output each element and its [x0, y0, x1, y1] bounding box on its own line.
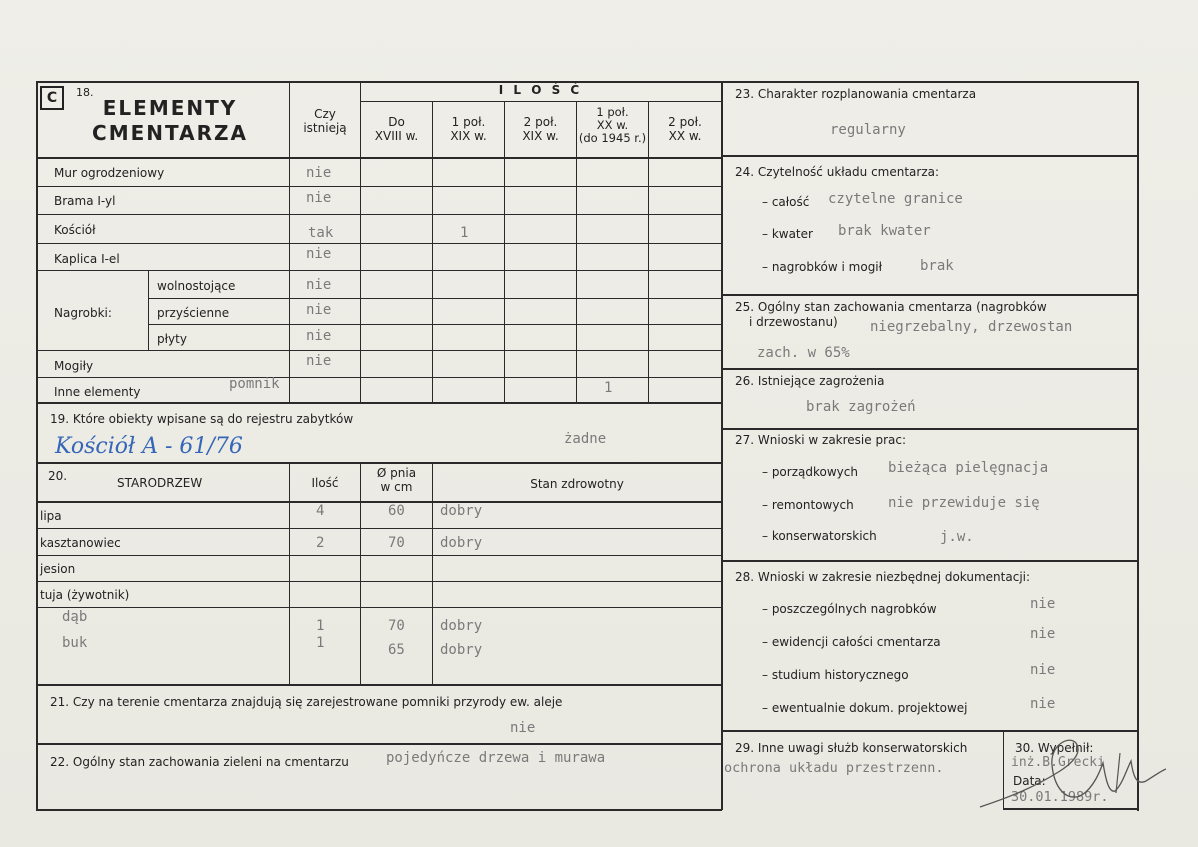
tree-name-lipa: lipa	[40, 509, 62, 523]
section-20-title: STARODRZEW	[117, 476, 203, 490]
readability-item-3-value: brak	[920, 258, 954, 274]
readability-item-2-label: – kwater	[762, 227, 813, 241]
section-25-label-2: i drzewostanu)	[749, 315, 838, 329]
section-29-label: 29. Inne uwagi służb konserwatorskich	[735, 741, 968, 755]
tree-qty-buk: 1	[316, 635, 325, 651]
section-26-value: brak zagrożeń	[806, 399, 916, 415]
readability-item-3-label: – nagrobków i mogił	[762, 260, 883, 274]
docs-item-2-label: – ewidencji całości cmentarza	[762, 635, 941, 649]
exists-header: Czy istnieją	[303, 107, 347, 135]
tree-name-tuja: tuja (żywotnik)	[40, 588, 130, 602]
row-label-przyscienne: przyścienne	[157, 306, 230, 320]
tree-dia-buk: 65	[388, 642, 405, 658]
readability-item-1-value: czytelne granice	[828, 191, 963, 207]
docs-item-1-value: nie	[1030, 596, 1056, 612]
tree-dia-lipa: 60	[388, 503, 405, 519]
readability-item-1-label: – całość	[762, 195, 810, 209]
section-25-label-1: 25. Ogólny stan zachowania cmentarza (nagrobków	[735, 300, 1047, 314]
tree-state-dab: dobry	[440, 618, 483, 634]
section-letter-box: C	[40, 86, 64, 110]
section-23-label: 23. Charakter rozplanowania cmentarza	[735, 87, 977, 101]
tree-name-dab: dąb	[62, 609, 88, 625]
section-19-value: żadne	[564, 431, 607, 447]
row-exists-mur: nie	[306, 165, 332, 181]
tree-qty-lipa: 4	[316, 503, 325, 519]
works-item-3-value: j.w.	[940, 529, 974, 545]
row-exists-kaplica: nie	[306, 246, 332, 262]
section-21-value: nie	[510, 720, 536, 736]
section-30-name: inż.B.Grecki	[1011, 755, 1105, 770]
row-exists-kosciol: tak	[308, 225, 334, 241]
section-28-label: 28. Wnioski w zakresie niezbędnej dokumentacji:	[735, 570, 1031, 584]
period-header-3: 2 poł. XIX w.	[522, 115, 559, 143]
frame-left	[36, 81, 38, 811]
section-26-label: 26. Istniejące zagrożenia	[735, 374, 885, 388]
works-item-3-label: – konserwatorskich	[762, 529, 877, 543]
docs-item-4-value: nie	[1030, 696, 1056, 712]
column-divider	[721, 81, 723, 810]
tree-state-kasztanowiec: dobry	[440, 535, 483, 551]
row-label-brama: Brama I-yl	[54, 194, 116, 208]
section-25-value-2: zach. w 65%	[757, 345, 850, 361]
nagrobki-label: Nagrobki:	[54, 306, 112, 320]
row-extra-inne: pomnik	[229, 376, 280, 392]
frame-bottom-left	[36, 809, 722, 811]
row-exists-mogily: nie	[306, 353, 332, 369]
row-exists-wolnostojace: nie	[306, 277, 332, 293]
row-label-mogily: Mogiły	[54, 359, 94, 373]
signature-scribble	[970, 725, 1170, 820]
row-label-inne: Inne elementy	[54, 385, 141, 399]
section-22-value: pojedyńcze drzewa i murawa	[386, 750, 606, 766]
period-header-1: Do XVIII w.	[374, 115, 419, 143]
section-24-label: 24. Czytelność układu cmentarza:	[735, 165, 940, 179]
section-30-label: 30. Wypełnił:	[1015, 741, 1094, 755]
row-label-wolnostojace: wolnostojące	[157, 279, 236, 293]
section-18-title-1: ELEMENTY	[102, 96, 238, 120]
tree-state-buk: dobry	[440, 642, 483, 658]
section-20-number: 20.	[48, 469, 68, 483]
tree-qty-dab: 1	[316, 618, 325, 634]
diameter-header: Ø pnia w cm	[376, 466, 417, 494]
row-label-kosciol: Kościół	[54, 223, 96, 237]
health-header: Stan zdrowotny	[530, 477, 624, 491]
tree-dia-kasztanowiec: 70	[388, 535, 405, 551]
section-23-value: regularny	[830, 122, 906, 138]
docs-item-2-value: nie	[1030, 626, 1056, 642]
row-exists-brama: nie	[306, 190, 332, 206]
section-29-value: ochrona układu przestrzenn.	[724, 760, 944, 776]
frame-top	[36, 81, 1139, 83]
tree-state-lipa: dobry	[440, 503, 483, 519]
works-item-2-label: – remontowych	[762, 498, 854, 512]
tree-dia-dab: 70	[388, 618, 405, 634]
section-27-label: 27. Wnioski w zakresie prac:	[735, 433, 907, 447]
qty-header: Ilość	[311, 476, 339, 490]
period-header-4: 1 poł. XX w. (do 1945 r.)	[578, 105, 647, 146]
frame-right	[1137, 81, 1139, 811]
period-header-2: 1 poł. XIX w.	[450, 115, 487, 143]
section-25-value-1: niegrzebalny, drzewostan	[870, 319, 1073, 335]
docs-item-4-label: – ewentualnie dokum. projektowej	[762, 701, 968, 715]
tree-qty-kasztanowiec: 2	[316, 535, 325, 551]
section-30-date-label: Data:	[1013, 774, 1046, 788]
section-30-date: 30.01.1989r.	[1011, 789, 1109, 805]
docs-item-3-label: – studium historycznego	[762, 668, 909, 682]
docs-item-3-value: nie	[1030, 662, 1056, 678]
ilosc-header: I L O Ś Ć	[498, 83, 583, 97]
tree-name-jesion: jesion	[40, 562, 76, 576]
row-label-mur: Mur ogrodzeniowy	[54, 166, 165, 180]
period-header-5: 2 poł. XX w.	[668, 115, 702, 143]
works-item-2-value: nie przewiduje się	[888, 495, 1040, 511]
section-22-label: 22. Ogólny stan zachowania zieleni na cmentarzu	[50, 755, 349, 769]
row-exists-plyty: nie	[306, 328, 332, 344]
section-18-title-2: CMENTARZA	[92, 121, 248, 145]
section-21-label: 21. Czy na terenie cmentarza znajdują się zarejestrowane pomniki przyrody ew. aleje	[50, 695, 563, 709]
tree-name-buk: buk	[62, 635, 88, 651]
section-18-number: 18.	[76, 86, 94, 99]
works-item-1-value: bieżąca pielęgnacja	[888, 460, 1049, 476]
readability-item-2-value: brak kwater	[838, 223, 931, 239]
tree-name-kasztanowiec: kasztanowiec	[40, 536, 121, 550]
row-mark-kosciol: 1	[460, 225, 469, 241]
docs-item-1-label: – poszczególnych nagrobków	[762, 602, 937, 616]
works-item-1-label: – porządkowych	[762, 465, 858, 479]
section-19-handwritten: Kościół A - 61/76	[55, 434, 243, 459]
section-19-label: 19. Które obiekty wpisane są do rejestru zabytków	[50, 412, 354, 426]
row-mark-inne: 1	[604, 380, 613, 396]
row-exists-przyscienne: nie	[306, 302, 332, 318]
row-label-kaplica: Kaplica I-el	[54, 252, 120, 266]
row-label-plyty: płyty	[157, 332, 187, 346]
